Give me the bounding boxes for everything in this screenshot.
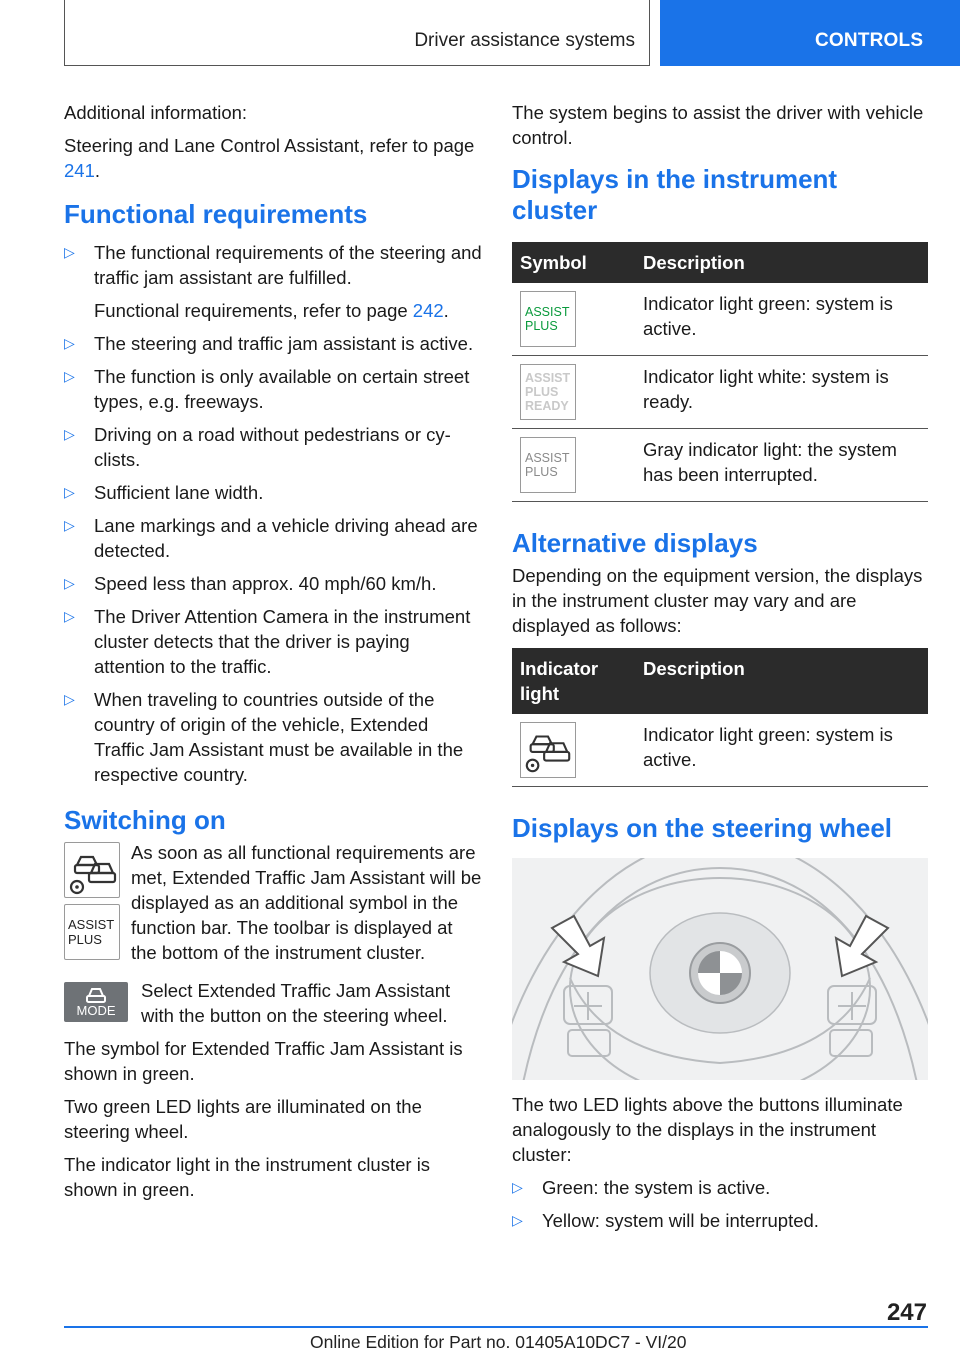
page-link-241[interactable]: 241 [64,160,95,181]
mode-button-icon [64,982,128,1022]
list-item: ▷ The function is only available on certain street types, e.g. freeways. [64,364,482,414]
assist-icon-text: ASSIST [68,917,115,932]
assist-plus-green-icon [520,291,576,347]
led-lights-para: The two LED lights above the buttons illuminate analogously to the displays in the instrument cluster: [512,1094,903,1165]
icon-text: ASSIST [525,305,570,319]
symbol-cell [512,429,635,502]
header-tab-label: CONTROLS [815,30,924,51]
header-tab[interactable] [660,0,960,66]
bmw-logo [690,943,750,1003]
icon-text: ASSIST [525,451,570,465]
table-header-description: Description [635,242,928,283]
heading-alternative-displays: Alternative displays [512,528,758,558]
icon-text: PLUS [525,385,559,399]
alternative-displays-para: Depending on the equipment version, the displays in the instrument cluster may vary and are displayed as follows: [512,565,923,636]
header-section-box [64,0,650,66]
table-header-indicator-light: Indicator light [512,648,635,714]
icon-text: PLUS [525,319,558,333]
icon-text: ASSIST [525,371,571,385]
switching-on-para-1: As soon as all functional requirements are met, Extended Traffic Jam Assistant will be displayed as an additional symbol in the function bar. The toolbar is displayed at the bottom of the instrument cluster. [131,842,482,963]
functional-requirements-list [64,240,482,787]
symbol-cell [512,283,635,356]
list-item: ▷ Green: the system is active. [512,1175,928,1200]
intro-ref-text: Steering and Lane Control Assistant, refer to page [64,135,475,156]
heading-functional-requirements: Functional requirements [64,199,368,229]
led-status-list [512,1175,928,1233]
heading-displays-instrument-cluster: Displays in the instrument cluster [512,164,838,225]
assist-plus-gray-icon [520,437,576,493]
table-header-row [512,648,928,714]
assist-plus-ready-icon [520,364,576,420]
list-item-subref: Functional requirements, refer to page 242. [94,300,449,321]
table-row [512,714,928,787]
indicator-table [512,648,928,787]
description-cell: Indicator light green: system is active. [635,283,928,356]
traffic-jam-assist-green-icon [520,722,576,778]
assist-plus-icon [64,904,120,960]
list-item: ▷ Sufficient lane width. [64,480,482,505]
table-header-symbol: Symbol [512,242,635,283]
page-number: 247 [886,1299,927,1326]
switching-on-block [64,840,482,970]
description-cell: Indicator light green: system is active. [635,714,928,787]
description-cell: Indicator light white: system is ready. [635,356,928,429]
page-link-242[interactable]: 242 [412,300,444,321]
list-item: ▷ Lane markings and a vehicle driving ahead are detected. [64,513,482,563]
icon-text: READY [525,399,569,413]
description-cell: Gray indicator light: the system has been interrupted. [635,429,928,502]
subref-text: Functional requirements, refer to page [94,300,413,321]
list-item: ▷ Yellow: system will be interrupted. [512,1208,928,1233]
switching-on-para-3: The symbol for Extended Traffic Jam Assistant is shown in green. [64,1038,463,1084]
steering-wheel-illustration [512,858,928,1080]
icon-text: PLUS [525,465,558,479]
list-item: ▷ The Driver Attention Camera in the instrument cluster detects that the driver is paying attention to the traffic. [64,604,482,679]
right-column [512,100,928,1241]
table-header-row [512,242,928,283]
symbol-table [512,242,928,502]
list-item [64,240,482,323]
switching-on-para-2: Select Extended Traffic Jam Assistant with the button on the steering wheel. [141,980,451,1026]
switching-on-para-4: Two green LED lights are illuminated on the steering wheel. [64,1096,422,1142]
table-row [512,283,928,356]
list-item: ▷ The steering and traffic jam assistant is active. [64,331,482,356]
heading-displays-steering-wheel: Displays on the steering wheel [512,813,892,843]
heading-switching-on: Switching on [64,805,226,835]
mode-icon-text: MODE [76,1003,116,1018]
footer-edition: Online Edition for Part no. 01405A10DC7 - VI/20 [310,1332,687,1352]
intro-line: Additional information: [64,102,248,123]
table-row [512,429,928,502]
list-item: ▷ Speed less than approx. 40 mph/60 km/h. [64,571,482,596]
intro-ref: Steering and Lane Control Assistant, refer to page 241. [64,135,475,181]
switching-on-para-5: The indicator light in the instrument cluster is shown in green. [64,1154,431,1200]
symbol-cell [512,714,635,787]
list-item: ▷ When traveling to countries outside of the country of origin of the vehicle, Extended Traffic Jam Assistant must be available in the respective country. [64,687,482,787]
list-item: ▷ Driving on a road without pedestrians or cyclists. [64,422,482,472]
list-item-text: The functional requirements of the steering and traffic jam assistant are fulfilled. [94,242,482,288]
footer-rule [64,1326,928,1328]
system-begins-para: The system begins to assist the driver with vehicle control. [512,102,924,148]
assist-icon-text: PLUS [68,932,102,947]
mode-button-block [64,978,482,1028]
traffic-jam-assist-icon [64,842,120,898]
header-section-title: Driver assistance systems [414,30,635,51]
left-column [64,100,482,1210]
table-header-description: Description [635,648,928,714]
table-row [512,356,928,429]
symbol-cell [512,356,635,429]
